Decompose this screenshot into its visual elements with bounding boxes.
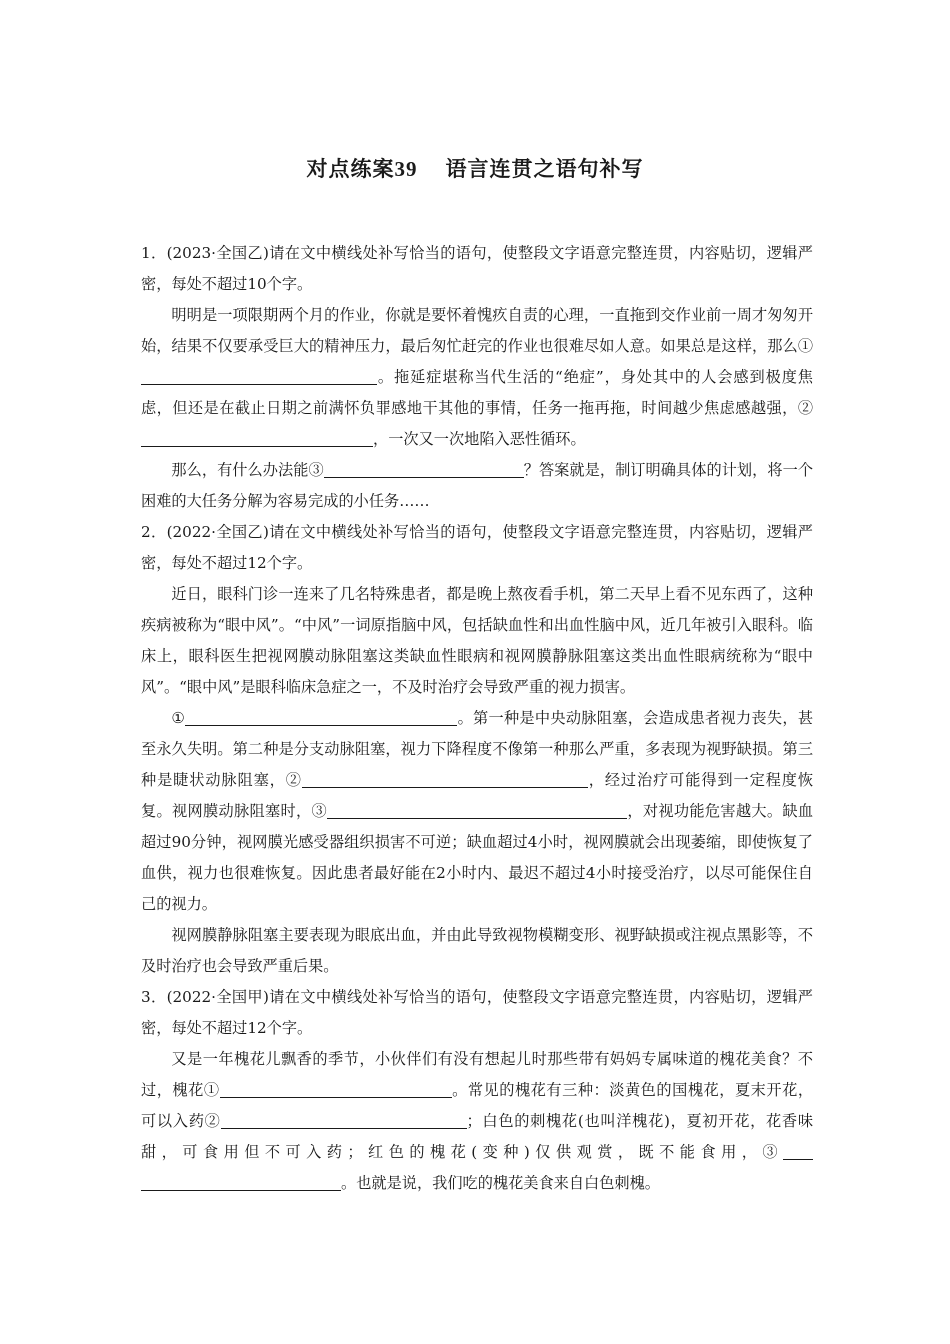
answer-blank[interactable] — [327, 803, 627, 819]
question-1-passage-2: 那么，有什么办法能③ ？答案就是，制订明确具体的计划，将一个困难的大任务分解为容易完成的小任务…… — [141, 461, 814, 510]
page-title — [0, 153, 950, 183]
answer-blank-continued[interactable] — [141, 1175, 341, 1191]
question-2-passage-3: 视网膜静脉阻塞主要表现为眼底出血，并由此导致视物模糊变形、视野缺损或注视点黑影等，不及时治疗也会导致严重后果。 — [141, 926, 813, 975]
answer-blank[interactable] — [783, 1144, 813, 1160]
answer-blank[interactable] — [185, 710, 457, 726]
question-3-passage-1: 又是一年槐花儿飘香的季节，小伙伴们有没有想起儿时那些带有妈妈专属味道的槐花美食？不过，槐花① 。常见的槐花有三种：淡黄色的国槐花，夏末开花，可以入药② ；白色的刺槐花(也叫洋槐花)，夏初开花，花香味甜，可食用但不可入药；红色的槐花(变种)仅供观赏，既不能食用，③。也就是说，我们吃的槐花美食来自白色刺槐。 — [141, 1050, 814, 1192]
exercise-content — [141, 238, 813, 1199]
title-number: 39 — [394, 157, 418, 181]
title-right: 语言连贯之语句补写 — [445, 156, 644, 181]
answer-blank[interactable] — [141, 369, 377, 385]
title-left: 对点练案 — [306, 156, 395, 181]
question-2-stem: 2．(2022·全国乙)请在文中横线处补写恰当的语句，使整段文字语意完整连贯，内容贴切，逻辑严密，每处不超过12个字。 — [141, 523, 813, 572]
question-2-passage-2: ① 。第一种是中央动脉阻塞，会造成患者视力丧失，甚至永久失明。第二种是分支动脉阻塞，视力下降程度不像第一种那么严重，多表现为视野缺损。第三种是睫状动脉阻塞，② ，经过治疗可能得到一定程度恢复。视网膜动脉阻塞时，③ ，对视功能危害越大。缺血超过90分钟，视网膜光感受器组织损害不可逆；缺血超过4小时，视网膜就会出现萎缩，即使恢复了血供，视力也很难恢复。因此患者最好能在2小时内、最迟不超过4小时接受治疗，以尽可能保住自己的视力。 — [141, 709, 814, 913]
question-1-passage-1: 明明是一项限期两个月的作业，你就是要怀着愧疚自责的心理，一直拖到交作业前一周才匆匆开始，结果不仅要承受巨大的精神压力，最后匆忙赶完的作业也很难尽如人意。如果总是这样，那么①。拖延症堪称当代生活的“绝症”，身处其中的人会感到极度焦虑，但还是在截止日期之前满怀负罪感地干其他的事情，任务一拖再拖，时间越少焦虑感越强，②，一次又一次地陷入恶性循环。 — [141, 306, 813, 448]
answer-blank[interactable] — [302, 772, 588, 788]
question-3-stem: 3．(2022·全国甲)请在文中横线处补写恰当的语句，使整段文字语意完整连贯，内容贴切，逻辑严密，每处不超过12个字。 — [141, 988, 813, 1037]
question-2-passage-1: 近日，眼科门诊一连来了几名特殊患者，都是晚上熬夜看手机，第二天早上看不见东西了，这种疾病被称为“眼中风”。“中风”一词原指脑中风，包括缺血性和出血性脑中风，近几年被引入眼科。临床上，眼科医生把视网膜动脉阻塞这类缺血性眼病和视网膜静脉阻塞这类出血性眼病统称为“眼中风”。“眼中风”是眼科临床急症之一，不及时治疗会导致严重的视力损害。 — [141, 585, 813, 696]
answer-blank[interactable] — [221, 1113, 467, 1129]
answer-blank[interactable] — [141, 431, 373, 447]
answer-blank[interactable] — [220, 1082, 452, 1098]
question-1-stem: 1．(2023·全国乙)请在文中横线处补写恰当的语句，使整段文字语意完整连贯，内容贴切，逻辑严密，每处不超过10个字。 — [141, 244, 813, 293]
answer-blank[interactable] — [324, 462, 524, 478]
